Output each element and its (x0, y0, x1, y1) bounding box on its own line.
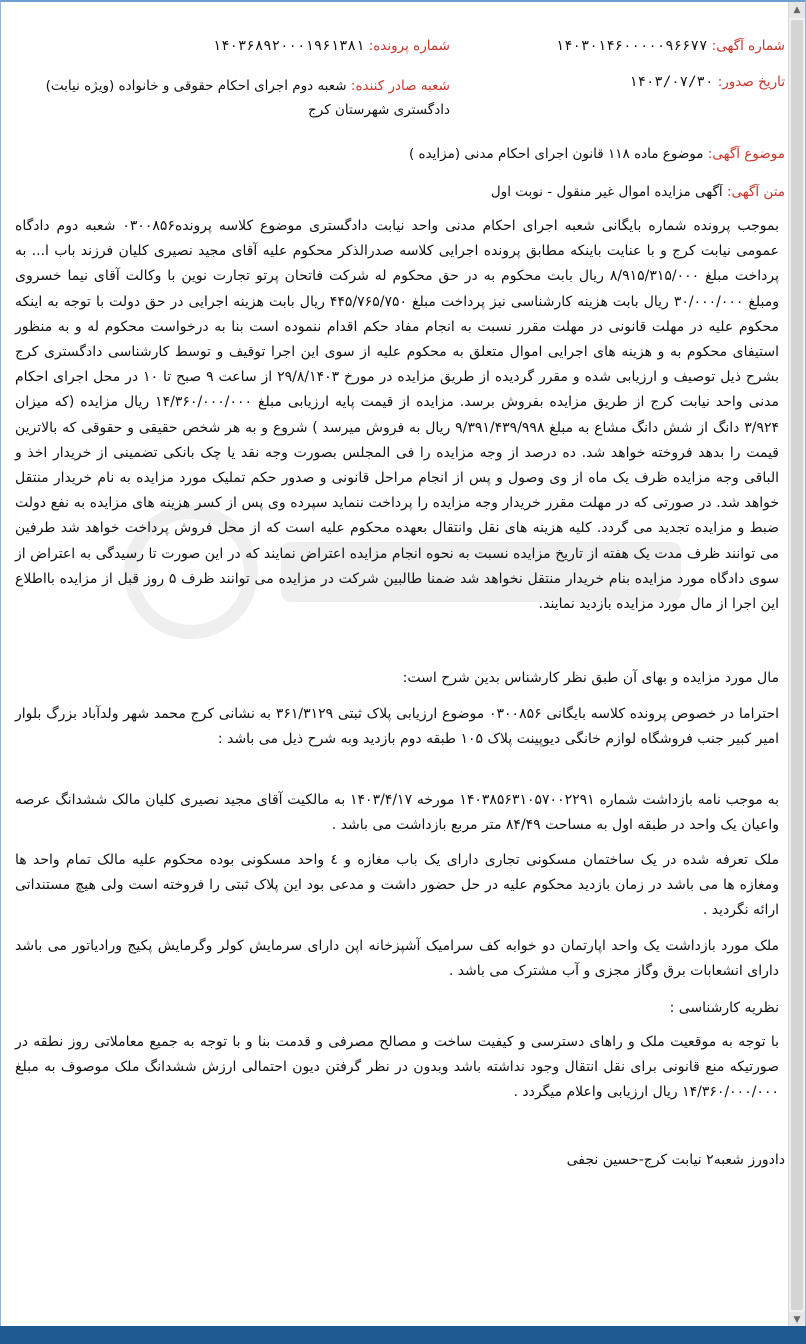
scroll-down-arrow-icon[interactable]: ▼ (789, 1312, 805, 1328)
subject-row (409, 146, 785, 162)
case-number-label: شماره پرونده: (368, 38, 450, 54)
issue-date-label: تاریخ صدور: (717, 74, 785, 90)
text-title-label: متن آگهی: (726, 184, 785, 200)
issue-date-value: ۱۴۰۳/۰۷/۳۰ (629, 74, 714, 90)
issuer-row (25, 74, 450, 122)
body-paragraph-building: ملک تعرفه شده در یک ساختمان مسکونی تجاری دارای یک باب مغازه و ٤ واحد مسکونی بوده محکوم علیه مالک تمام واحد ها ومغازه ها می باشد در زمان بازدید محکوم علیه در حل حضور داشت و مدعی بود این پلاک ثبتی را فروخته است ولی هیچ مستنداتی ارائه نگردید . (15, 852, 779, 919)
text-title-row (491, 184, 785, 200)
scrollbar-thumb[interactable] (791, 20, 803, 1310)
body-paragraph-opinion-heading: نظریه کارشناسی : (669, 1000, 779, 1016)
subject-label: موضوع آگهی: (707, 146, 785, 162)
case-number-row (213, 38, 450, 54)
issuer-label: شعبه صادر کننده: (350, 78, 450, 94)
ad-number-value: ۱۴۰۳۰۱۴۶۰۰۰۰۰۹۶۶۷۷ (555, 38, 708, 54)
vertical-scrollbar[interactable] (788, 2, 805, 1328)
ad-number-row (556, 38, 785, 54)
case-number-value: ۱۴۰۳۶۸۹۲۰۰۰۱۹۶۱۳۸۱ (212, 38, 365, 54)
body-paragraph-apartment: ملک مورد بازداشت یک واحد اپارتمان دو خوابه کف سرامیک آشپزخانه اپن دارای سرمایش کولر وگرمایش پکیج ورادیاتور می باشد دارای انشعابات برق وگاز مجزی و آب مشترک می باشد . (15, 938, 779, 980)
bottom-status-bar (0, 1326, 806, 1344)
body-paragraph-expert-intro: احتراما در خصوص پرونده کلاسه بایگانی ۰۳۰۰۸۵۶ موضوع ارزیابی پلاک ثبتی ۳۶۱/۳۱۲۹ به نشانی کرج محمد شهر ولدآباد بزرگ بلوار امیر کبیر جنب فروشگاه لوازم خانگی دیوپینت پلاک ۱۰۵ طبقه دوم بازدید وبه شرح ذیل می باشد : (15, 706, 779, 748)
issue-date-row (629, 74, 785, 90)
body-paragraph-seizure: به موجب نامه بازداشت شماره ۱۴۰۳۸۵۶۳۱۰۵۷۰۰۲۲۹۱ مورخه ۱۴۰۳/۴/۱۷ به مالکیت آقای مجید نصیری کلیان مالک ششدانگ عرصه واعیان یک واحد در طبقه اول به مساحت ۸۴/۴۹ متر مربع بازداشت می باشد . (15, 792, 779, 834)
subject-value: موضوع ماده ۱۱۸ قانون اجرای احکام مدنی (مزایده ) (408, 146, 704, 162)
text-title-value: آگهی مزایده اموال غیر منقول - نوبت اول (490, 184, 723, 200)
scroll-up-arrow-icon[interactable]: ▲ (789, 2, 805, 18)
body-paragraph-property-heading: مال مورد مزایده و بهای آن طبق نظر کارشناس بدین شرح است: (402, 670, 779, 686)
body-paragraph-opinion: با توجه به موقعیت ملک و راهای دسترسی و کیفیت ساخت و مصالح مصرفی و قدمت بنا و با توجه به جمیع معاملاتی روز نطقه در صورتیکه منع قانونی برای نقل انتقال وجود نداشته باشد وبدون در نظر گرفتن دیون احتمالی ارزش ششدانگ ملک موصوف به مبلغ ۱۴/۳۶۰/۰۰۰/۰۰۰ ریال ارزیابی واعلام میگردد . (15, 1034, 779, 1101)
ad-number-label: شماره آگهی: (711, 38, 785, 54)
body-paragraph-main: بموجب پرونده شماره بایگانی شعبه اجرای احکام مدنی واحد نیابت دادگستری موضوع کلاسه پرونده۰۳۰۰۸۵۶ شعبه دوم دادگاه عمومی نیابت کرج و با عنایت باینکه مطابق پرونده اجرایی کلاسه صدرالذکر محکوم علیه آقای مجید نصیری کلیان فرزند باب ا... به پرداخت مبلغ ۸/۹۱۵/۳۱۵/۰۰۰ ریال بابت محکوم به در حق محکوم له شرکت فاتحان پرتو تجارت نوین با وکالت آقای نیما خسروی ومبلغ ۳۰/۰۰۰/۰۰۰ ریال بابت هزینه کارشناسی نیز پرداخت مبلغ ۴۴۵/۷۶۵/۷۵۰ ریال بابت هزینه اجرایی در حق دولت با توجه به اینکه محکوم علیه در مهلت قانونی در مهلت مقرر نسبت به انجام مفاد حکم اقدام ننموده است بنا به درخواست محکوم له و به منظور استیفای محکوم به و هزینه های اجرایی اموال متعلق به محکوم علیه از سوی این اجرا توقیف و توسط کارشناسی دادگستری کرج بشرح ذیل توصیف و ارزیابی شده و مقرر گردیده از طریق مزایده در مورخ ۲۹/۸/۱۴۰۳ از ساعت ۹ صبح تا ۱۰ در محل اجرای احکام مدنی واحد نیابت کرج از طریق مزایده بفروش برسد. مزایده از قیمت پایه ارزیابی مبلغ ۱۴/۳۶۰/۰۰۰/۰۰۰ ریال مزایده (که میزان ۳/۹۲۴ دانگ از شش دانگ مشاع به مبلغ ۹/۳۹۱/۴۳۹/۹۹۸ ریال به فروش میرسد ) شروع و به هر شخص حقیقی و حقوقی که بالاترین قیمت را بدهد فروخته خواهد شد. ده درصد از وجه مزایده را فی المجلس بصورت وجه نقد یا چک بانکی تضمینی از خریدار اخذ و الباقی وجه مزایده ظرف یک ماه از وی وصول و پس از انجام مراحل قانونی و صدور حکم تملیک مورد مزایده به نام خریدار منتقل خواهد شد. در صورتی که در مهلت مقرر خریدار وجه مزایده را پرداخت ننماید سپرده وی پس از کسر هزینه های مزایده به نفع دولت ضبط و مزایده تجدید می گردد. کلیه هزینه های نقل وانتقال بعهده محکوم علیه است که از محل فروش پرداخت خواهد شد طرفین می توانند ظرف مدت یک هفته از تاریخ مزایده نسبت به نحوه انجام مزایده اعتراض نمایند که در این صورت تا رسیدگی به اعتراض از سوی دادگاه مورد مزایده بنام خریدار منتقل نخواهد شد ضمنا طالبین شرکت در مزایده می توانند ظرف ۵ روز قبل از مزایده بااطلاع این اجرا از مال مورد مزایده بازدید نمایند. (15, 218, 779, 613)
signature: دادورز شعبه۲ نیابت کرج-حسین نجفی (566, 1152, 785, 1168)
issuer-value: شعبه دوم اجرای احکام حقوقی و خانواده (ویژه نیابت) دادگستری شهرستان کرج (45, 78, 450, 118)
